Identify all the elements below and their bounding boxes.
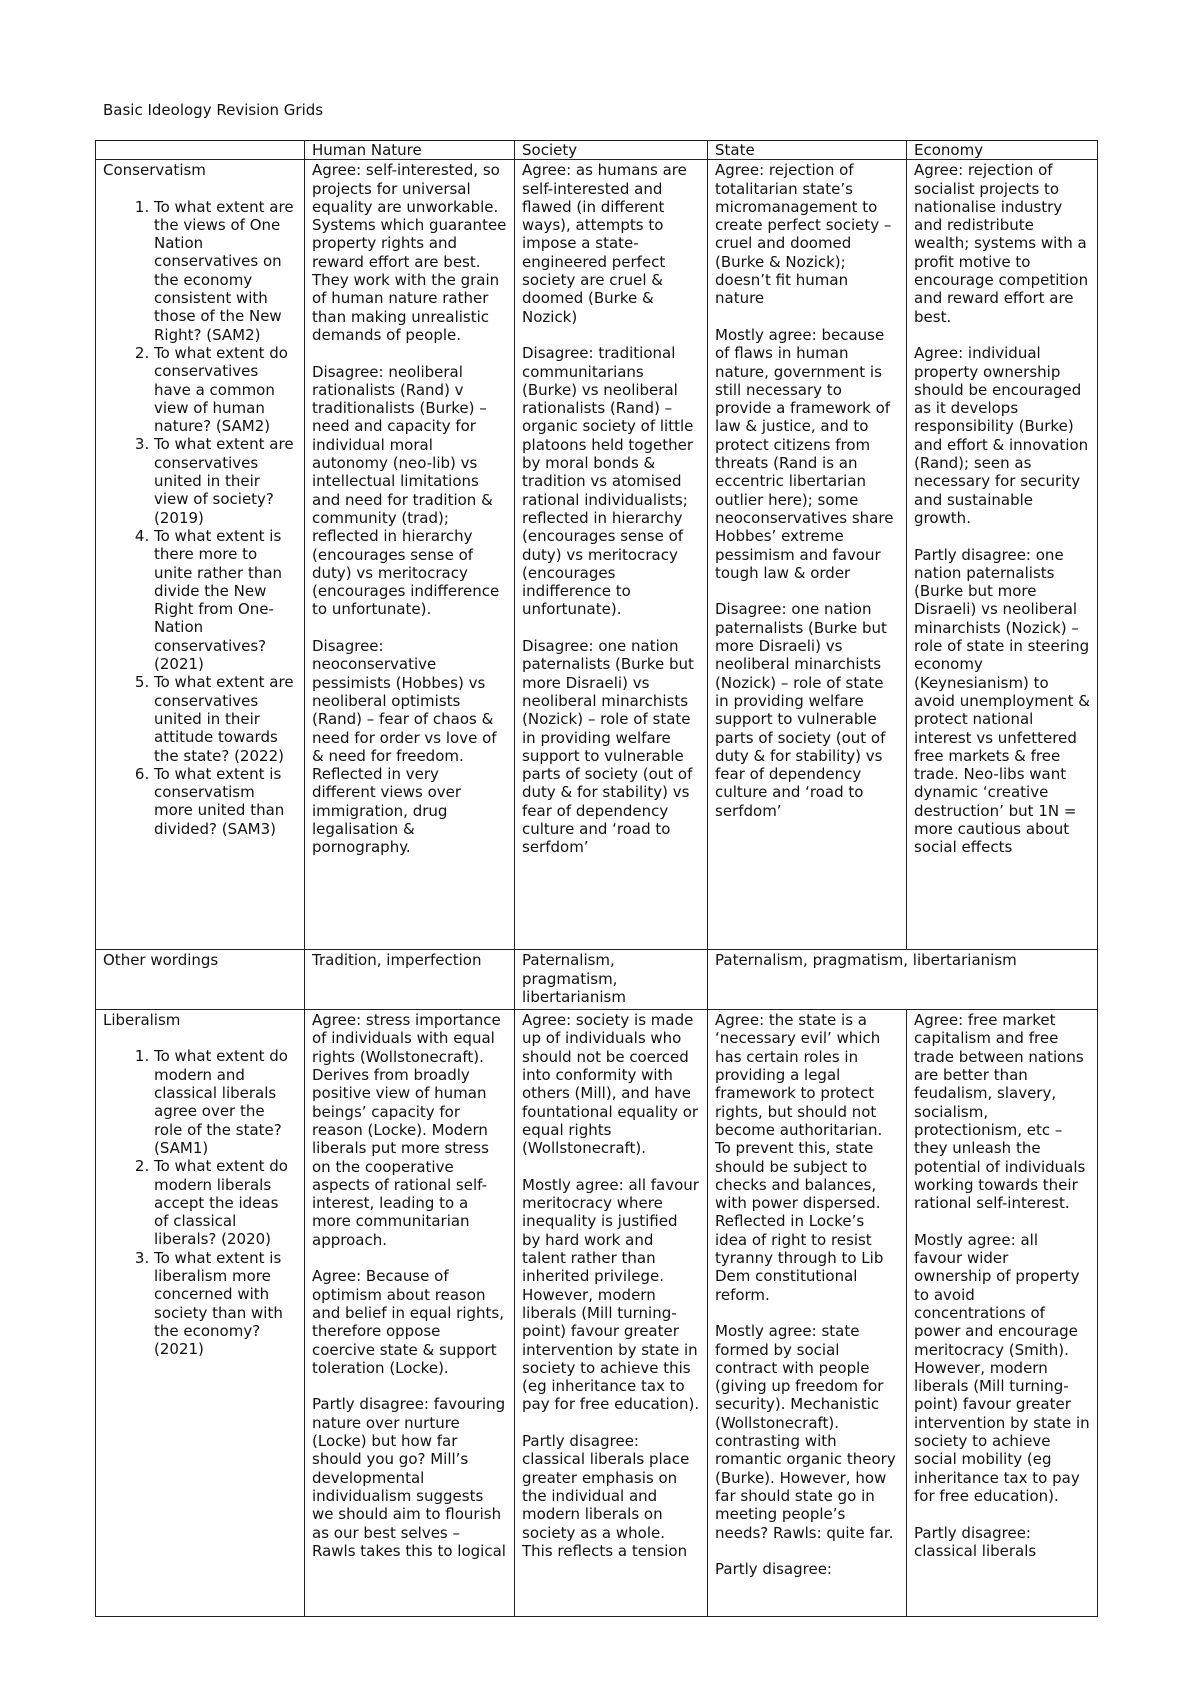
conservatism-label-cell — [96, 160, 305, 950]
cell-paragraph: Disagree: traditional communitarians (Burke) vs neoliberal rationalists (Rand) – organic society of little platoons held together by moral bonds & tradition vs atomised rational individualists; reflected in hierarchy (encourages sense of duty) vs meritocracy (encourages indifference to unfortunate). — [522, 344, 699, 619]
liberalism-row — [96, 1010, 1098, 1617]
cell-paragraph: Mostly agree: all favour meritocracy where inequality is justified by hard work and talent rather than inherited privilege. However, modern liberals (Mill turning-point) favour greater intervention by state in society to achieve this (eg inheritance tax to pay for free education). — [522, 1175, 704, 1414]
cell-paragraph: Mostly agree: because of flaws in human nature, government is still necessary to provide a framework of law & justice, and to protect citizens from threats (Rand is an eccentric libertarian outlier here); some neoconservatives share Hobbes’ extreme pessimism and favour tough law & order — [715, 325, 899, 582]
list-item: 4. To what extent is there more to unite rather than divide the New Right from One-Nation conservatives? (2021) — [154, 527, 297, 673]
header-row — [96, 141, 1098, 160]
cell-paragraph: Partly disagree: favouring nature over nurture (Locke) but how far should you go? Mill’s developmental individualism suggests we should aim to flourish as our best selves – Rawls takes this to logical — [312, 1395, 510, 1560]
list-item: 5. To what extent are conservatives united in their attitude towards the state? (2022) — [154, 673, 297, 764]
liberalism-human-nature-cell — [305, 1010, 515, 1617]
cell-paragraph: Agree: as humans are self-interested and flawed (in different ways), attempts to impose a state-engineered perfect society are cruel & doomed (Burke & Nozick) — [522, 161, 692, 326]
header-human-nature: Human Nature — [305, 141, 515, 160]
conservatism-economy-cell — [907, 160, 1098, 950]
cell-paragraph: Agree: stress importance of individuals with equal rights (Wollstonecraft). Derives from broadly positive view of human beings’ capacity for reason (Locke). Modern liberals put more stress on the cooperative aspects of rational self-interest, leading to a more communitarian approach. — [312, 1011, 506, 1249]
liberalism-society-cell — [515, 1010, 708, 1617]
list-item: 1. To what extent are the views of One Nation conservatives on the economy consistent with those of the New Right? (SAM2) — [154, 198, 297, 344]
conservatism-human-nature-cell — [305, 160, 515, 950]
list-item: 2. To what extent do conservatives have a common view of human nature? (SAM2) — [154, 344, 297, 435]
other-wordings-human-nature: Tradition, imperfection — [305, 950, 515, 1010]
conservatism-label: Conservatism — [103, 161, 206, 180]
other-wordings-row — [96, 950, 1098, 1010]
liberalism-question-list — [103, 1047, 297, 1358]
cell-paragraph: Partly disagree: classical liberals place greater emphasis on the individual and modern liberals on society as a whole. This reflects a tension — [522, 1432, 695, 1560]
revision-grid-table — [95, 140, 1098, 1617]
cell-paragraph: Disagree: neoconservative pessimists (Hobbes) vs neoliberal optimists (Rand) – fear of chaos & need for order vs love of & need for freedom. Reflected in very different views over immigration, drug legalisation & pornography. — [312, 637, 502, 857]
cell-paragraph: Partly disagree: one nation paternalists (Burke but more Disraeli) vs neoliberal minarchists (Nozick) – role of state in steering economy (Keynesianism) to avoid unemployment & protect national interest vs unfettered free markets & free trade. Neo-libs want dynamic ‘creative destruction’ but 1N = more cautious about social effects — [914, 545, 1095, 857]
cell-paragraph: Disagree: one nation paternalists (Burke but more Disraeli) vs neoliberal minarchists (Nozick) – role of state in providing welfare support to vulnerable parts of society (out of duty & for stability) vs fear of dependency culture and ‘road to serfdom’ — [522, 637, 699, 857]
header-empty — [96, 141, 305, 160]
liberalism-label: Liberalism — [103, 1011, 181, 1030]
liberalism-economy-cell — [907, 1010, 1098, 1617]
cell-paragraph: Mostly agree: all favour wider ownership of property to avoid concentrations of power and encourage meritocracy (Smith). However, modern liberals (Mill turning-point) favour greater intervention by state in society to achieve social mobility (eg inheritance tax to pay for free education). — [914, 1230, 1095, 1505]
cell-paragraph: Agree: individual property ownership should be encouraged as it develops responsibility (Burke) and effort & innovation (Rand); seen as necessary for security and sustainable growth. — [914, 344, 1093, 527]
cell-paragraph: Partly disagree: — [715, 1560, 832, 1579]
cell-paragraph: Mostly agree: state formed by social contract with people (giving up freedom for security). Mechanistic (Wollstonecraft). contrasting with romantic organic theory (Burke). However, how far should state go in meeting people’s needs? Rawls: quite far. — [715, 1322, 901, 1542]
conservatism-question-list — [103, 198, 297, 838]
cell-paragraph: Partly disagree: classical liberals — [914, 1523, 1037, 1560]
other-wordings-society: Paternalism, pragmatism, libertarianism — [515, 950, 708, 1010]
liberalism-label-cell — [96, 1010, 305, 1617]
cell-paragraph: Agree: free market capitalism and free trade between nations are better than feudalism, slavery, socialism, protectionism, etc – they unleash the potential of individuals working towards their rational self-interest. — [914, 1011, 1091, 1213]
header-state: State — [708, 141, 907, 160]
header-economy: Economy — [907, 141, 1098, 160]
cell-paragraph: Agree: the state is a ‘necessary evil’ which has certain roles in providing a legal framework to protect rights, but should not become authoritarian. To prevent this, state should be subject to checks and balances, with power dispersed. Reflected in Locke’s idea of right to resist tyranny through to Lib Dem constitutional reform. — [715, 1011, 889, 1304]
cell-paragraph: Agree: self-interested, so projects for universal equality are unworkable. Systems which guarantee property rights and reward effort are best. They work with the grain of human nature rather than making unrealistic demands of people. — [312, 161, 512, 344]
conservatism-society-cell — [515, 160, 708, 950]
list-item: 3. To what extent are conservatives united in their view of society? (2019) — [154, 435, 297, 526]
other-wordings-state-economy: Paternalism, pragmatism, libertarianism — [708, 950, 1098, 1010]
list-item: 1. To what extent do modern and classical liberals agree over the role of the state? (SAM1) — [154, 1047, 297, 1157]
other-wordings-label: Other wordings — [96, 950, 305, 1010]
cell-paragraph: Agree: rejection of socialist projects to nationalise industry and redistribute wealth; systems with a profit motive to encourage competition and reward effort are best. — [914, 161, 1093, 326]
list-item: 2. To what extent do modern liberals accept the ideas of classical liberals? (2020) — [154, 1157, 297, 1248]
conservatism-row — [96, 160, 1098, 950]
conservatism-state-cell — [708, 160, 907, 950]
header-society: Society — [515, 141, 708, 160]
cell-paragraph: Agree: Because of optimism about reason and belief in equal rights, therefore oppose coercive state & support toleration (Locke). — [312, 1267, 509, 1377]
cell-paragraph: Agree: rejection of totalitarian state’s micromanagement to create perfect society – cruel and doomed (Burke & Nozick); doesn’t fit human nature — [715, 161, 897, 308]
cell-paragraph: Disagree: neoliberal rationalists (Rand) v traditionalists (Burke) – need and capacity for individual moral autonomy (neo-lib) vs intellectual limitations and need for tradition & community (trad); reflected in hierarchy (encourages sense of duty) vs meritocracy (encourages indifference to unfortunate). — [312, 362, 504, 619]
document-title: Basic Ideology Revision Grids — [103, 101, 324, 119]
liberalism-state-cell — [708, 1010, 907, 1617]
list-item: 3. To what extent is liberalism more concerned with society than with the economy? (2021) — [154, 1249, 297, 1359]
cell-paragraph: Agree: society is made up of individuals who should not be coerced into conformity with others (Mill), and have fountational equality or equal rights (Wollstonecraft). — [522, 1011, 703, 1158]
cell-paragraph: Disagree: one nation paternalists (Burke but more Disraeli) vs neoliberal minarchists (Nozick) – role of state in providing welfare support to vulnerable parts of society (out of duty & for stability) vs fear of dependency culture and ‘road to serfdom’ — [715, 600, 892, 820]
list-item: 6. To what extent is conservatism more united than divided? (SAM3) — [154, 765, 297, 838]
